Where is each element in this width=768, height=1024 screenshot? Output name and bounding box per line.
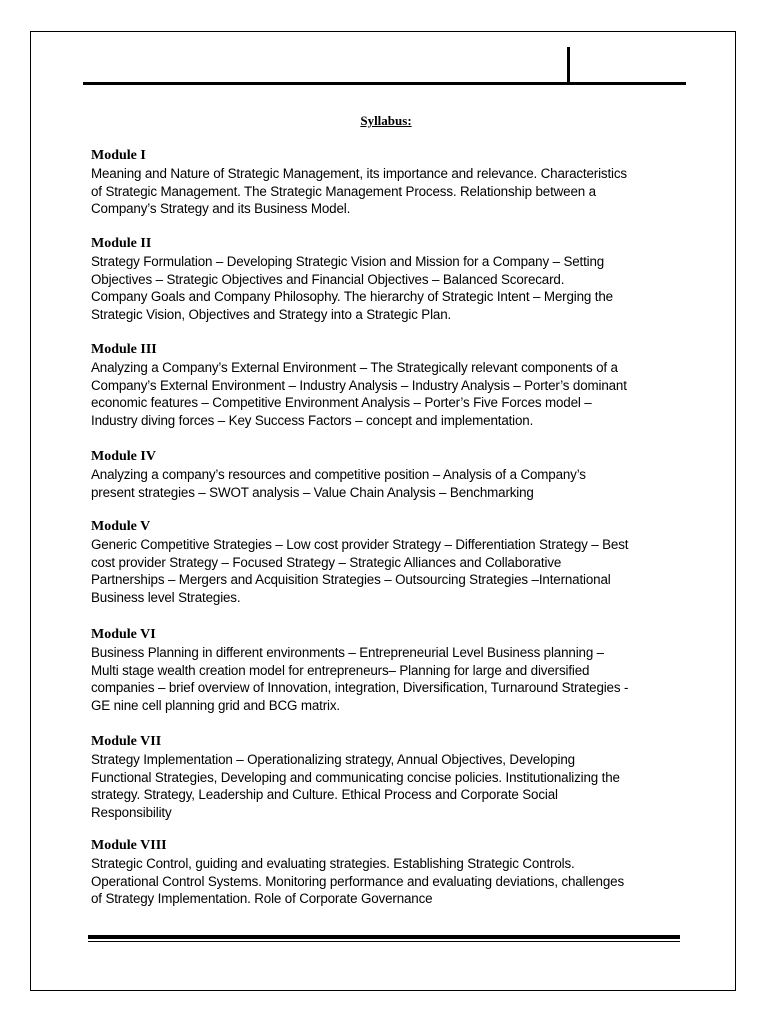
module-section [91, 147, 681, 218]
module-line: strategy. Strategy, Leadership and Culture. Ethical Process and Corporate Social [91, 787, 558, 803]
module-description [91, 855, 681, 908]
module-heading: Module II [91, 236, 152, 251]
module-description [91, 536, 681, 606]
module-line: Strategy Implementation – Operationalizing strategy, Annual Objectives, Developing [91, 752, 575, 767]
module-line: Analyzing a Company’s External Environment – The Strategically relevant components of a [91, 360, 618, 375]
module-line: present strategies – SWOT analysis – Value Chain Analysis – Benchmarking [91, 484, 534, 500]
footer-rule-thin [88, 941, 680, 942]
module-description [91, 359, 681, 429]
module-heading: Module III [91, 342, 157, 357]
module-line: Partnerships – Mergers and Acquisition Strategies – Outsourcing Strategies –International [91, 572, 611, 588]
module-description [91, 165, 681, 218]
module-heading: Module VII [91, 734, 162, 749]
module-line: Operational Control Systems. Monitoring performance and evaluating deviations, challenges [91, 873, 624, 889]
module-line: Meaning and Nature of Strategic Management, its importance and relevance. Characteristics [91, 166, 627, 181]
module-description [91, 466, 681, 501]
module-description [91, 751, 681, 821]
module-line: Company’s External Environment – Industry Analysis – Industry Analysis – Porter’s dominant [91, 377, 627, 393]
module-line: Business Planning in different environments – Entrepreneurial Level Business planning – [91, 645, 604, 660]
module-line: Generic Competitive Strategies – Low cost provider Strategy – Differentiation Strategy – Best [91, 537, 629, 552]
module-heading: Module V [91, 519, 151, 534]
module-heading: Module VI [91, 627, 156, 642]
module-line: Objectives – Strategic Objectives and Financial Objectives – Balanced Scorecard. [91, 271, 565, 287]
page-title: Syllabus: [360, 113, 412, 128]
module-section [91, 626, 681, 714]
module-line: Responsibility [91, 804, 172, 820]
module-line: economic features – Competitive Environment Analysis – Porter’s Five Forces model – [91, 395, 592, 411]
header-vertical-rule [567, 47, 570, 83]
module-section [91, 837, 681, 908]
module-line: Company’s Strategy and its Business Model. [91, 201, 351, 217]
module-section [91, 448, 681, 501]
module-description [91, 253, 681, 323]
module-line: of Strategy Implementation. Role of Corporate Governance [91, 891, 433, 907]
module-line: Business level Strategies. [91, 589, 241, 605]
module-heading: Module IV [91, 449, 156, 464]
module-line: Analyzing a company’s resources and competitive position – Analysis of a Company’s [91, 467, 586, 482]
module-section [91, 518, 681, 606]
module-section [91, 733, 681, 821]
footer-rule [88, 935, 680, 939]
module-line: GE nine cell planning grid and BCG matrix. [91, 697, 340, 713]
module-line: Company Goals and Company Philosophy. The hierarchy of Strategic Intent – Merging the [91, 289, 613, 305]
module-heading: Module VIII [91, 838, 167, 853]
module-heading: Module I [91, 148, 146, 163]
module-line: of Strategic Management. The Strategic Management Process. Relationship between a [91, 183, 596, 199]
module-line: Industry diving forces – Key Success Factors – concept and implementation. [91, 412, 534, 428]
module-line: Strategy Formulation – Developing Strategic Vision and Mission for a Company – Setting [91, 254, 605, 269]
module-section [91, 341, 681, 429]
module-line: cost provider Strategy – Focused Strategy – Strategic Alliances and Collaborative [91, 554, 562, 570]
module-line: Strategic Control, guiding and evaluating strategies. Establishing Strategic Controls. [91, 856, 575, 871]
module-line: Strategic Vision, Objectives and Strategy into a Strategic Plan. [91, 306, 452, 322]
module-line: Functional Strategies, Developing and communicating concise policies. Institutionalizing the [91, 769, 620, 785]
module-line: Multi stage wealth creation model for entrepreneurs– Planning for large and diversified [91, 662, 590, 678]
module-description [91, 644, 681, 714]
module-line: companies – brief overview of Innovation, integration, Diversification, Turnaround Strategies - [91, 680, 629, 696]
header-rule [83, 82, 686, 85]
module-section [91, 235, 681, 323]
